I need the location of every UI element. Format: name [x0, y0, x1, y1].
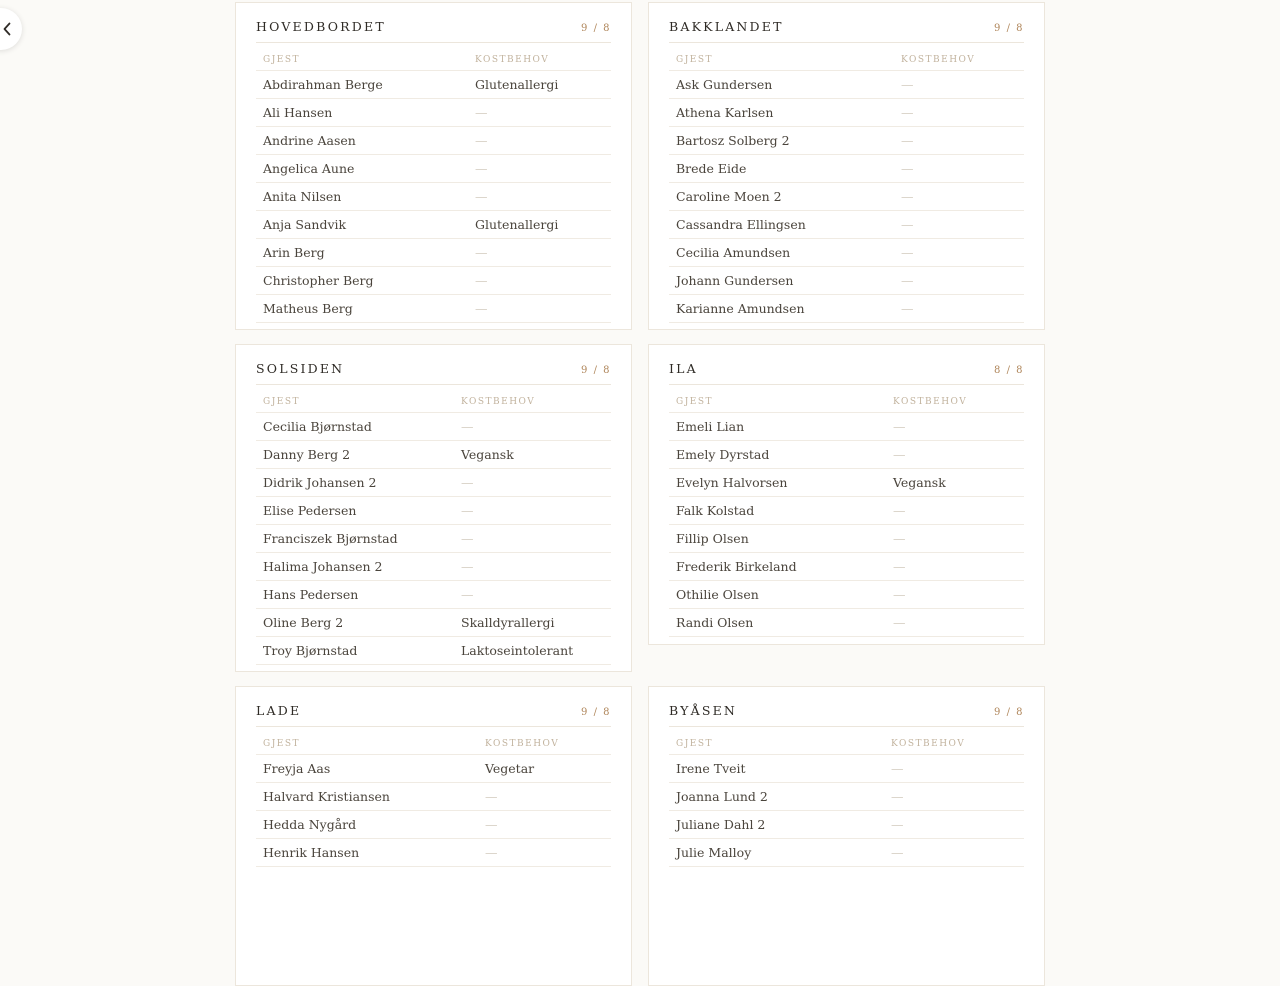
guest-diet: — — [893, 615, 906, 630]
guest-diet: — — [901, 189, 914, 204]
guest-name: Anita Nilsen — [263, 189, 342, 204]
guest-row — [669, 267, 1024, 295]
guest-diet: — — [901, 217, 914, 232]
guest-name: Juliane Dahl 2 — [676, 817, 766, 832]
guest-row — [256, 267, 611, 295]
guest-row — [256, 783, 611, 811]
guest-diet: — — [893, 531, 906, 546]
guest-name: Bartosz Solberg 2 — [676, 133, 790, 148]
column-header-guest: GJEST — [676, 55, 714, 65]
column-header-diet: KOSTBEHOV — [475, 55, 550, 65]
guest-row — [256, 295, 611, 323]
guest-row — [669, 127, 1024, 155]
guest-row — [669, 71, 1024, 99]
guest-name: Danny Berg 2 — [263, 447, 351, 462]
guest-name: Athena Karlsen — [676, 105, 774, 120]
guest-row — [256, 71, 611, 99]
guest-name: Anja Sandvik — [263, 217, 347, 232]
guest-diet: — — [901, 77, 914, 92]
guest-row — [256, 811, 611, 839]
guest-diet: Vegansk — [461, 447, 514, 462]
guest-diet: — — [893, 587, 906, 602]
guest-row — [669, 99, 1024, 127]
guest-row — [256, 441, 611, 469]
guest-diet: — — [891, 761, 904, 776]
guest-name: Angelica Aune — [263, 161, 355, 176]
guest-row — [669, 755, 1024, 783]
guest-row — [256, 839, 611, 867]
guest-diet: — — [901, 301, 914, 316]
guest-name: Matheus Berg — [263, 301, 353, 316]
column-header-diet: KOSTBEHOV — [461, 397, 536, 407]
guest-row — [256, 99, 611, 127]
guest-name: Julie Malloy — [676, 845, 752, 860]
guest-diet: — — [485, 817, 498, 832]
guest-diet: — — [893, 447, 906, 462]
guest-diet: — — [891, 845, 904, 860]
guest-row — [256, 755, 611, 783]
guest-row — [669, 783, 1024, 811]
guest-name: Henrik Hansen — [263, 845, 360, 860]
guest-name: Irene Tveit — [676, 761, 746, 776]
guest-name: Johann Gundersen — [676, 273, 794, 288]
guest-name: Franciszek Bjørnstad — [263, 531, 398, 546]
guest-name: Halima Johansen 2 — [263, 559, 383, 574]
guest-name: Falk Kolstad — [676, 503, 755, 518]
table-title: BYÅSEN — [669, 703, 738, 718]
column-header-guest: GJEST — [263, 55, 301, 65]
guest-name: Cassandra Ellingsen — [676, 217, 806, 232]
guest-diet: — — [901, 105, 914, 120]
guest-name: Oline Berg 2 — [263, 615, 344, 630]
guest-name: Frederik Birkeland — [676, 559, 797, 574]
column-header-row — [669, 43, 1024, 71]
guest-name: Cecilia Amundsen — [676, 245, 791, 260]
guest-diet: — — [475, 105, 488, 120]
column-header-row — [256, 43, 611, 71]
guest-name: Emely Dyrstad — [676, 447, 770, 462]
guest-diet: — — [901, 273, 914, 288]
guest-row — [256, 609, 611, 637]
guest-row — [256, 155, 611, 183]
guest-name: Troy Bjørnstad — [263, 643, 358, 658]
guest-row — [669, 811, 1024, 839]
table-card-header — [669, 687, 1024, 727]
guest-row — [256, 497, 611, 525]
guest-diet: — — [893, 419, 906, 434]
column-header-diet: KOSTBEHOV — [901, 55, 976, 65]
guest-name: Freyja Aas — [263, 761, 331, 776]
guest-diet: Skalldyrallergi — [461, 615, 555, 630]
guest-row — [669, 525, 1024, 553]
column-header-guest: GJEST — [676, 397, 714, 407]
column-header-row — [669, 727, 1024, 755]
guest-name: Brede Eide — [676, 161, 747, 176]
guest-name: Halvard Kristiansen — [263, 789, 390, 804]
table-card-header — [669, 345, 1024, 385]
seat-count: 9 / 8 — [581, 365, 611, 376]
guest-name: Ask Gundersen — [676, 77, 773, 92]
guest-diet: — — [461, 531, 474, 546]
guest-row — [256, 637, 611, 665]
guest-name: Randi Olsen — [676, 615, 754, 630]
guest-name: Didrik Johansen 2 — [263, 475, 377, 490]
guest-row — [256, 469, 611, 497]
column-header-row — [256, 727, 611, 755]
table-title: SOLSIDEN — [256, 361, 345, 376]
seat-count: 9 / 8 — [994, 707, 1024, 718]
column-header-diet: KOSTBEHOV — [891, 739, 966, 749]
seat-count: 9 / 8 — [581, 707, 611, 718]
table-card-lade — [235, 686, 632, 986]
guest-name: Caroline Moen 2 — [676, 189, 782, 204]
guest-diet: — — [461, 419, 474, 434]
table-card-header — [256, 345, 611, 385]
guest-name: Christopher Berg — [263, 273, 374, 288]
guest-row — [256, 553, 611, 581]
guest-name: Othilie Olsen — [676, 587, 759, 602]
guest-row — [669, 295, 1024, 323]
guest-diet: Vegetar — [485, 761, 535, 776]
guest-diet: Glutenallergi — [475, 217, 559, 232]
guest-row — [256, 183, 611, 211]
guest-diet: — — [461, 587, 474, 602]
guest-row — [256, 127, 611, 155]
guest-name: Hans Pedersen — [263, 587, 359, 602]
guest-diet: — — [475, 189, 488, 204]
table-card-byasen — [648, 686, 1045, 986]
guest-row — [669, 155, 1024, 183]
guest-row — [669, 211, 1024, 239]
guest-diet: — — [891, 817, 904, 832]
guest-row — [669, 413, 1024, 441]
guest-name: Joanna Lund 2 — [676, 789, 768, 804]
guest-diet: — — [475, 273, 488, 288]
guest-row — [256, 581, 611, 609]
table-title: BAKKLANDET — [669, 19, 784, 34]
guest-row — [256, 413, 611, 441]
column-header-row — [256, 385, 611, 413]
guest-diet: — — [475, 245, 488, 260]
table-card-bakklandet — [648, 2, 1045, 330]
column-header-row — [669, 385, 1024, 413]
guest-row — [256, 211, 611, 239]
table-card-ila — [648, 344, 1045, 645]
guest-name: Fillip Olsen — [676, 531, 749, 546]
guest-name: Emeli Lian — [676, 419, 745, 434]
column-header-guest: GJEST — [263, 397, 301, 407]
guest-diet: — — [475, 301, 488, 316]
guest-row — [669, 581, 1024, 609]
seat-count: 9 / 8 — [581, 23, 611, 34]
chevron-left-icon — [2, 22, 12, 36]
guest-row — [669, 553, 1024, 581]
column-header-diet: KOSTBEHOV — [485, 739, 560, 749]
guest-diet: — — [901, 245, 914, 260]
guest-name: Karianne Amundsen — [676, 301, 805, 316]
seat-count: 9 / 8 — [994, 23, 1024, 34]
table-title: HOVEDBORDET — [256, 19, 386, 34]
guest-name: Hedda Nygård — [263, 817, 357, 832]
guest-diet: — — [901, 133, 914, 148]
guest-diet: — — [461, 475, 474, 490]
guest-diet: — — [461, 559, 474, 574]
guest-diet: — — [461, 503, 474, 518]
table-card-solsiden — [235, 344, 632, 672]
guest-diet: — — [485, 845, 498, 860]
guest-row — [669, 441, 1024, 469]
guest-row — [256, 239, 611, 267]
table-card-header — [256, 3, 611, 43]
guest-name: Ali Hansen — [263, 105, 333, 120]
table-card-header — [256, 687, 611, 727]
guest-diet: — — [901, 161, 914, 176]
guest-row — [669, 839, 1024, 867]
guest-name: Evelyn Halvorsen — [676, 475, 788, 490]
guest-diet: Laktoseintolerant — [461, 643, 574, 658]
guest-row — [669, 609, 1024, 637]
seat-count: 8 / 8 — [994, 365, 1024, 376]
guest-diet: — — [893, 559, 906, 574]
guest-row — [669, 497, 1024, 525]
guest-diet: — — [475, 161, 488, 176]
table-title: ILA — [669, 361, 698, 376]
guest-name: Abdirahman Berge — [263, 77, 383, 92]
guest-diet: Glutenallergi — [475, 77, 559, 92]
guest-name: Andrine Aasen — [263, 133, 356, 148]
guest-row — [669, 239, 1024, 267]
column-header-guest: GJEST — [676, 739, 714, 749]
guest-diet: Vegansk — [893, 475, 946, 490]
back-button[interactable] — [0, 8, 22, 50]
guest-row — [669, 183, 1024, 211]
column-header-diet: KOSTBEHOV — [893, 397, 968, 407]
guest-diet: — — [485, 789, 498, 804]
guest-diet: — — [475, 133, 488, 148]
table-card-header — [669, 3, 1024, 43]
column-header-guest: GJEST — [263, 739, 301, 749]
guest-name: Arin Berg — [263, 245, 325, 260]
guest-diet: — — [893, 503, 906, 518]
guest-diet: — — [891, 789, 904, 804]
guest-name: Elise Pedersen — [263, 503, 357, 518]
table-card-hovedbordet — [235, 2, 632, 330]
guest-row — [669, 469, 1024, 497]
table-title: LADE — [256, 703, 302, 718]
guest-name: Cecilia Bjørnstad — [263, 419, 372, 434]
guest-row — [256, 525, 611, 553]
